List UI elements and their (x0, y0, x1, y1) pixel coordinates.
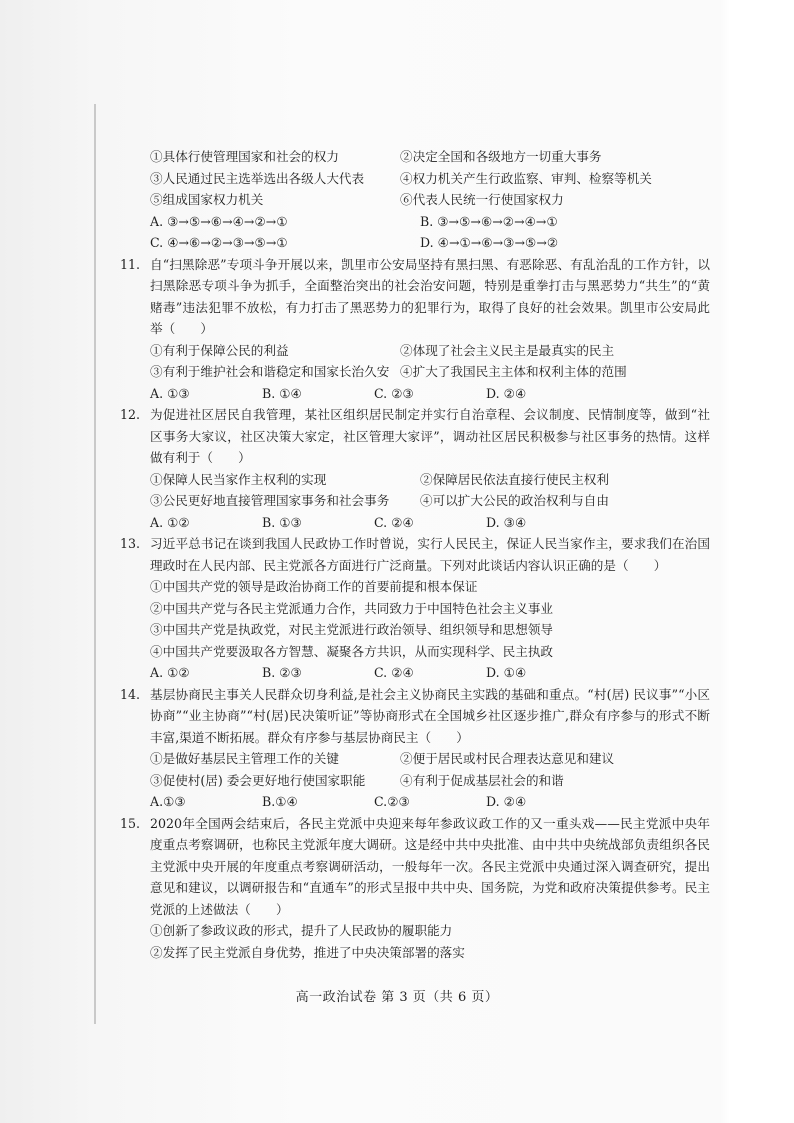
option-item: ②保障居民依法直接行使民主权利 (420, 471, 609, 487)
option-item: ①创新了参政议政的形式，提升了人民政协的履职能力 (150, 923, 453, 938)
option-item: ②发挥了民主党派自身优势，推进了中央决策部署的落实 (150, 944, 465, 960)
answer-row (150, 211, 710, 233)
answer-choice: B. ①④ (262, 385, 302, 401)
question-11 (118, 254, 710, 405)
option-item: ④扩大了我国民主主体和权利主体的范围 (400, 364, 627, 379)
question-15 (118, 813, 710, 964)
answer-choice: C.②③ (374, 794, 410, 809)
option-row (150, 770, 710, 792)
question-stem: 基层协商民主事关人民群众切身利益,是社会主义协商民主实践的基础和重点。“村(居) 民议事”“小区协商”“业主协商”“村(居)民决策听证”等协商形式在全国城乡社区逐步推广,群众有序参与的形式不断丰富,渠道不断拓展。群众有序参与基层协商民主（ ） (150, 686, 710, 745)
answer-choice: C. ②③ (374, 385, 414, 401)
option-item: ①有利于保障公民的利益 (150, 342, 289, 358)
answer-choice: D. ②④ (486, 385, 527, 401)
option-item: ②体现了社会主义民主是最真实的民主 (400, 342, 615, 358)
option-item: ③人民通过民主选举选出各级人大代表 (150, 170, 365, 186)
option-item: ③中国共产党是执政党，对民主党派进行政治领导、组织领导和思想领导 (150, 622, 553, 637)
question-stem: 习近平总书记在谈到我国人民政协工作时曾说，实行人民民主，保证人民当家作主，要求我们在治国理政时在人民内部、民主党派各方面进行广泛商量。下列对此谈话内容认识正确的是（ ） (150, 536, 710, 573)
answer-choice: A.①③ (150, 794, 186, 809)
question-number: 12. (120, 407, 141, 422)
option-item: ②决定全国和各级地方一切重大事务 (400, 149, 602, 164)
question-13 (118, 533, 710, 684)
question-stem: 自“扫黑除恶”专项斗争开展以来，凯里市公安局坚持有黑扫黑、有恶除恶、有乱治乱的工作方针，以扫黑除恶专项斗争为抓手，全面整治突出的社会治安问题，特别是重拳打击与黑恶势力“共生”的“黄赌毒”违法犯罪不放松，有力打击了黑恶势力的犯罪行为，取得了良好的社会效果。凯里市公安局此举（ ） (150, 256, 710, 336)
answer-choice: C. ②④ (374, 514, 414, 530)
answer-row (150, 791, 710, 813)
option-item: ④可以扩大公民的政治权利与自由 (420, 493, 609, 508)
answer-choice: C. ②④ (374, 665, 414, 680)
question-12 (118, 404, 710, 533)
exam-page (120, 146, 710, 963)
option-row (150, 361, 710, 383)
option-item: ④权力机关产生行政监察、审判、检察等机关 (400, 170, 652, 186)
option-row (150, 490, 710, 512)
option-row (150, 340, 710, 362)
option-item: ①保障人民当家作主权利的实现 (150, 471, 327, 487)
question-stem: 2020年全国两会结束后，各民主党派中央迎来每年参政议政工作的又一重头戏——民主党派中央年度重点考察调研，也称民主党派年度大调研。这是经中共中央批准、由中共中央统战部负责组织各民主党派中央开展的年度重点考察调研活动，一般每年一次。各民主党派中央通过深入调查研究，提出意见和建议，以调研报告和“直通车”的形式呈报中共中央、国务院，为党和政府决策提供参考。民主党派的上述做法（ ） (150, 815, 710, 917)
answer-choice: D. ②④ (486, 794, 527, 809)
option-item: ④有利于促成基层社会的和谐 (400, 772, 564, 788)
answer-choice: C. ④→⑥→②→③→⑤→① (150, 235, 288, 250)
question-14 (118, 684, 710, 813)
answer-choice: B. ③→⑤→⑥→②→④→① (420, 213, 558, 229)
option-row (150, 469, 710, 491)
option-item: ①具体行使管理国家和社会的权力 (150, 149, 339, 164)
answer-choice: D. ①④ (486, 665, 527, 680)
question-stem: 为促进社区居民自我管理，某社区组织居民制定并实行自治章程、会议制度、民情制度等，做到“社区事务大家议，社区决策大家定，社区管理大家评”，调动社区居民积极参与社区事务的热情。这样做有利于（ ） (150, 407, 710, 465)
answer-row (150, 512, 710, 534)
question-number: 14. (120, 686, 141, 702)
option-row (150, 189, 710, 211)
answer-choice: D. ③④ (486, 514, 527, 530)
question-number: 11. (120, 256, 141, 272)
option-item: ③促使村(居) 委会更好地行使国家职能 (150, 772, 366, 788)
page-footer: 高一政治试卷 第 3 页（共 6 页） (295, 990, 499, 1005)
option-item: ②便于居民或村民合理表达意见和建议 (400, 751, 615, 766)
answer-choice: B.①④ (262, 794, 298, 809)
question-number: 13. (120, 536, 141, 551)
page-fold-line (94, 104, 96, 1024)
answer-choice: A. ①② (150, 665, 190, 680)
answer-choice: B. ②③ (262, 665, 302, 680)
option-item: ③公民更好地直接管理国家事务和社会事务 (150, 493, 390, 508)
answer-choice: A. ①③ (150, 385, 190, 401)
option-item: ①是做好基层民主管理工作的关键 (150, 751, 339, 766)
option-item: ⑥代表人民统一行使国家权力 (400, 192, 564, 207)
answer-choice: D. ④→①→⑥→③→⑤→② (420, 235, 559, 250)
option-item: ⑤组成国家权力机关 (150, 192, 264, 207)
answer-row (150, 232, 710, 254)
answer-row (150, 662, 710, 684)
answer-choice: A. ③→⑤→⑥→④→②→① (150, 213, 288, 229)
answer-row (150, 383, 710, 405)
question-10-options (150, 146, 710, 254)
option-item: ②中国共产党与各民主党派通力合作，共同致力于中国特色社会主义事业 (150, 600, 553, 616)
option-item: ①中国共产党的领导是政治协商工作的首要前提和根本保证 (150, 579, 478, 594)
option-item: ④中国共产党要汲取各方智慧、凝聚各方共识，从而实现科学、民主执政 (150, 643, 553, 659)
question-number: 15. (120, 815, 141, 831)
option-row (150, 748, 710, 770)
option-row (150, 146, 710, 168)
option-item: ③有利于维护社会和谐稳定和国家长治久安 (150, 364, 390, 379)
answer-choice: A. ①② (150, 514, 190, 530)
answer-choice: B. ①③ (262, 514, 302, 530)
option-row (150, 168, 710, 190)
